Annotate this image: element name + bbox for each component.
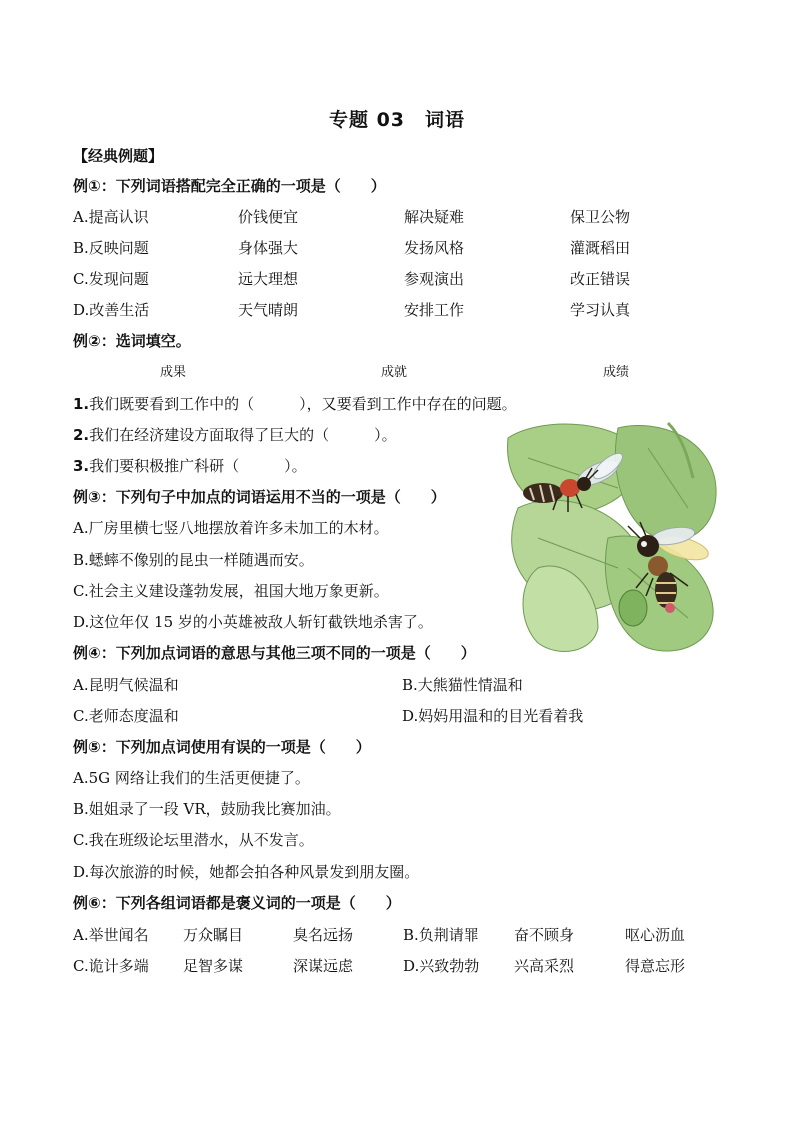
q1-b2: 身体强大 xyxy=(238,239,299,257)
q1-d4: 学习认真 xyxy=(570,301,631,319)
q6-c1: C.诡计多端 xyxy=(73,957,149,975)
q4-stem: 例④：下列加点词语的意思与其他三项不同的一项是（ ） xyxy=(73,644,476,662)
q1-c2: 远大理想 xyxy=(238,270,299,288)
q3-option-d: D.这位年仅 15 岁的小英雄被敌人斩钉截铁地杀害了。 xyxy=(73,613,433,631)
q2-stem: 例②：选词填空。 xyxy=(73,332,191,350)
q3-option-b: B.蟋蟀不像别的昆虫一样随遇而安。 xyxy=(73,551,314,569)
q2-item-1 xyxy=(73,394,517,414)
q3-option-a: A.厂房里横七竖八地摆放着许多未加工的木材。 xyxy=(73,519,389,537)
q1-d3: 安排工作 xyxy=(404,301,465,319)
q2-item-1-text: 我们既要看到工作中的（ ），又要看到工作中存在的问题。 xyxy=(89,395,517,413)
q1-stem: 例①：下列词语搭配完全正确的一项是（ ） xyxy=(73,177,386,195)
q1-b3: 发扬风格 xyxy=(404,239,465,257)
q2-choice-3: 成绩 xyxy=(603,365,630,380)
q2-item-1-num: 1. xyxy=(73,395,90,413)
q5-option-d: D.每次旅游的时候，她都会拍各种风景发到朋友圈。 xyxy=(73,863,420,881)
q1-b4: 灌溉稻田 xyxy=(570,239,631,257)
q6-a2: 万众瞩目 xyxy=(183,926,244,944)
q1-c4: 改正错误 xyxy=(570,270,631,288)
bees-on-leaves-illustration xyxy=(498,418,720,662)
q6-b2: 奋不顾身 xyxy=(514,926,575,944)
q1-a2: 价钱便宜 xyxy=(238,208,299,226)
q6-c3: 深谋远虑 xyxy=(293,957,354,975)
q1-a1: A.提高认识 xyxy=(73,208,149,226)
q3-option-c: C.社会主义建设蓬勃发展，祖国大地万象更新。 xyxy=(73,582,389,600)
q4-option-d: D.妈妈用温和的目光看着我 xyxy=(402,707,584,725)
q1-b1: B.反映问题 xyxy=(73,239,149,257)
q6-d1: D.兴致勃勃 xyxy=(403,957,480,975)
q2-item-3-num: 3. xyxy=(73,457,90,475)
q5-option-b: B.姐姐录了一段 VR，鼓励我比赛加油。 xyxy=(73,800,341,818)
q6-c2: 足智多谋 xyxy=(183,957,244,975)
q2-item-3 xyxy=(73,456,307,476)
q4-option-a: A.昆明气候温和 xyxy=(73,676,179,694)
q2-item-3-text: 我们要积极推广科研（ ）。 xyxy=(89,457,307,475)
q1-d2: 天气晴朗 xyxy=(238,301,299,319)
q1-c3: 参观演出 xyxy=(404,270,465,288)
q2-item-2-text: 我们在经济建设方面取得了巨大的（ ）。 xyxy=(89,426,397,444)
q1-c1: C.发现问题 xyxy=(73,270,149,288)
q2-item-2 xyxy=(73,425,397,445)
q2-item-2-num: 2. xyxy=(73,426,90,444)
q6-stem: 例⑥：下列各组词语都是褒义词的一项是（ ） xyxy=(73,894,401,912)
q5-option-a: A.5G 网络让我们的生活更便捷了。 xyxy=(73,769,310,787)
q1-a4: 保卫公物 xyxy=(570,208,631,226)
q6-a3: 臭名远扬 xyxy=(293,926,354,944)
section-heading: 【经典例题】 xyxy=(73,147,164,165)
q4-option-c: C.老师态度温和 xyxy=(73,707,179,725)
q5-option-c: C.我在班级论坛里潜水，从不发言。 xyxy=(73,831,314,849)
q5-stem: 例⑤：下列加点词使用有误的一项是（ ） xyxy=(73,738,371,756)
q4-option-b: B.大熊猫性情温和 xyxy=(402,676,523,694)
q1-a3: 解决疑难 xyxy=(404,208,465,226)
q1-d1: D.改善生活 xyxy=(73,301,150,319)
q6-b3: 呕心沥血 xyxy=(625,926,686,944)
q2-choice-2: 成就 xyxy=(381,365,408,380)
q6-a1: A.举世闻名 xyxy=(73,926,149,944)
q6-d2: 兴高采烈 xyxy=(514,957,575,975)
q2-choice-1: 成果 xyxy=(160,365,187,380)
q3-stem: 例③：下列句子中加点的词语运用不当的一项是（ ） xyxy=(73,488,446,506)
page-title: 专题 03 词语 xyxy=(328,109,466,131)
q6-b1: B.负荆请罪 xyxy=(403,926,479,944)
q6-d3: 得意忘形 xyxy=(625,957,686,975)
